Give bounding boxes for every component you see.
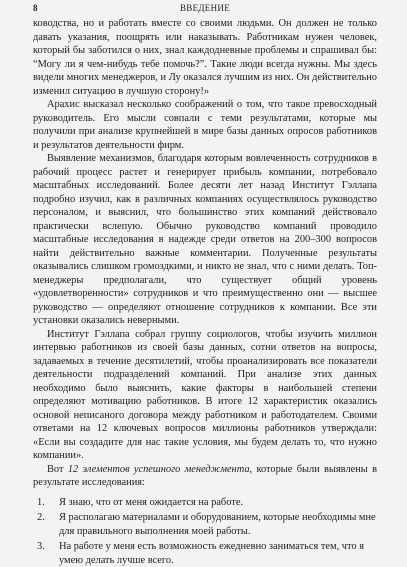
list-item-number: 3.: [33, 540, 59, 567]
list-item-text: Я знаю, что от меня ожидается на работе.: [59, 496, 377, 510]
list-item: [33, 496, 377, 510]
section-title: ВВЕДЕНИЕ: [53, 3, 377, 13]
paragraph-quote-end: ководства, но и работать вместе со своими людьми. Он должен не только давать указания, поощрять или наказывать. Работникам нужен человек, который бы заботился о них, знал каждодневные проблемы и спрашивал бы: “Могу ли я чем-нибудь тебе помочь?”. Такие люди всегда нужны. Мы здесь видели многих менеджеров, и Лу оказался лучшим из них. Он действительно изменил ситуацию в лучшую сторону!»: [33, 17, 377, 98]
body-text: [33, 17, 377, 567]
paragraph-gallup-study: Институт Гэллапа собрал группу социологов, чтобы изучить миллион интервью работников из своей базы данных, сотни ответов на вопросы, задаваемых в течение десятилетий, чтобы проанализировать все показатели деятельности подразделений компаний. При анализе этих данных необходимо было выяснить, какие факторы в наибольшей степени определяют мотивацию работников. В итоге 12 характеристик оказались основой неписаного договора между работником и работодателем. Своими ответами на 12 ключевых вопросов миллионы работников утверждали: «Если вы создадите для нас такие условия, мы будем делать то, что нужно компании».: [33, 328, 377, 463]
list-item-text: На работе у меня есть возможность ежедневно заниматься тем, что я умею делать лучше всего.: [59, 540, 377, 567]
intro-prefix: Вот: [47, 464, 68, 475]
intro-italic: 12 элементов успешного менеджмента: [68, 464, 250, 475]
principles-list: [33, 496, 377, 567]
list-item-text: Я располагаю материалами и оборудованием, которые необходимы мне для правильного выполнения моей работы.: [59, 511, 377, 538]
intro-suffix: , которые были выявлены в результате исследования:: [33, 464, 377, 489]
paragraph-mechanisms: Выявление механизмов, благодаря которым вовлеченность сотрудников в рабочий процесс растет и генерирует прибыль компании, потребовало масштабных исследований. Более десяти лет назад Институт Гэллапа подробно изучил, как в различных компаниях осуществлялось руководство персоналом, и выяснил, что большинство этих компаний действовало практически вслепую. Обычно руководство компаний проводило масштабные исследования в надежде среди ответов на 200–300 вопросов найти действительно важные комментарии. Полученные результаты оказывались слишком громоздкими, и никто не знал, что с ними делать. Топ-менеджеры предполагали, что существует общий уровень «удовлетворенности» сотрудников и что преимущественно они — высшее руководство — определяют отношение сотрудников к компании. Все эти установки оказались неверными.: [33, 152, 377, 328]
paragraph-arachis: Арахис высказал несколько соображений о том, что такое превосходный руководитель. Его мысли совпали с теми результатами, которые мы получили при анализе крупнейшей в мире базы данных опросов работников и результатов деятельности фирм.: [33, 98, 377, 152]
running-header: [33, 3, 377, 17]
list-item-number: 1.: [33, 496, 59, 510]
paragraph-intro: [33, 463, 377, 490]
list-item-number: 2.: [33, 511, 59, 538]
page-number: 8: [33, 3, 53, 13]
list-item: [33, 540, 377, 567]
list-item: [33, 511, 377, 538]
